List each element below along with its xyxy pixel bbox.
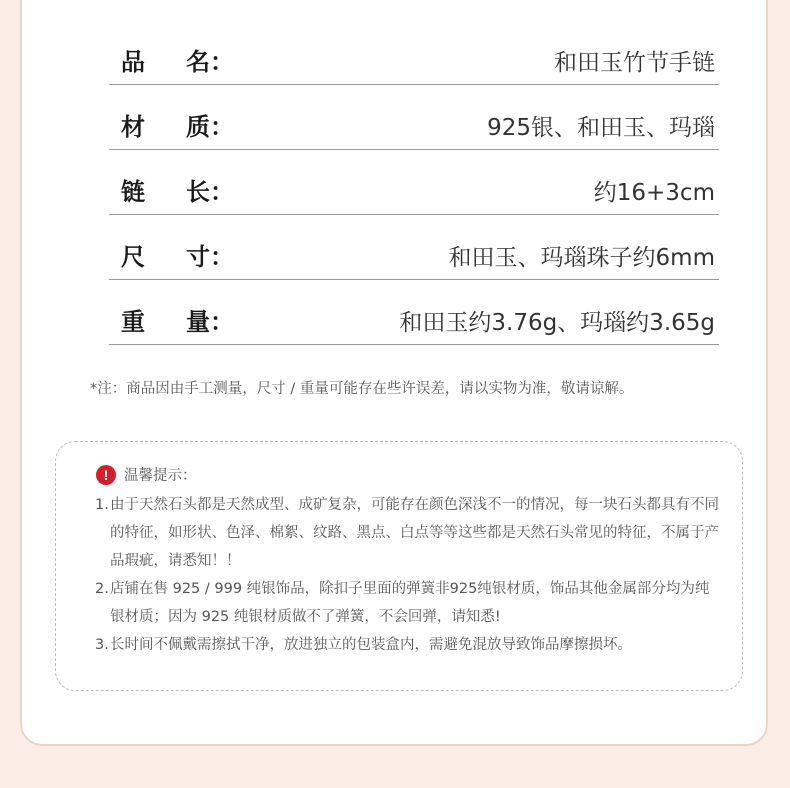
- spec-label: [121, 107, 234, 142]
- spec-value: 和田玉竹节手链: [554, 50, 715, 76]
- tip-text: 由于天然石头都是天然成型、成矿复杂，可能存在颜色深浅不一的情况，每一块石头都具有不同的特征，如形状、色泽、棉絮、纹路、黑点、白点等等这些都是天然石头常见的特征，不属于产品瑕疵，请悉知！！: [110, 497, 719, 569]
- tips-header: [96, 464, 197, 485]
- spec-value: 和田玉、玛瑙珠子约6mm: [448, 245, 715, 271]
- alert-icon: !: [96, 465, 116, 485]
- spec-label: [121, 302, 234, 337]
- spec-label: [121, 42, 234, 77]
- spec-row-size: [109, 215, 719, 280]
- spec-label-rest: 质：: [186, 113, 234, 141]
- tip-number: 3.: [95, 637, 109, 653]
- spec-label-rest: 量：: [186, 308, 234, 336]
- spec-label: [121, 237, 234, 272]
- spec-label-first: 重: [121, 308, 145, 336]
- tip-text: 店铺在售 925 / 999 纯银饰品，除扣子里面的弹簧非925纯银材质，饰品其他金属部分均为纯银材质；因为 925 纯银材质做不了弹簧，不会回弹，请知悉!: [110, 581, 710, 625]
- tip-item: [95, 491, 720, 575]
- spec-label-rest: 寸：: [186, 243, 234, 271]
- spec-value: 和田玉约3.76g、玛瑙约3.65g: [399, 310, 715, 336]
- tips-list: [95, 491, 720, 659]
- spec-label-first: 链: [121, 178, 145, 206]
- spec-label: [121, 172, 234, 207]
- spec-row-weight: [109, 280, 719, 345]
- tip-item: [95, 631, 720, 659]
- spec-value: 925银、和田玉、玛瑙: [487, 115, 715, 141]
- spec-label-first: 尺: [121, 243, 145, 271]
- spec-row-name: [109, 20, 719, 85]
- tips-title: 温馨提示：: [124, 468, 197, 484]
- tip-number: 1.: [95, 497, 109, 513]
- spec-label-rest: 名：: [186, 48, 234, 76]
- tip-number: 2.: [95, 581, 109, 597]
- measurement-note: *注：商品因由手工测量，尺寸 / 重量可能存在些许误差，请以实物为准，敬请谅解。: [90, 381, 634, 397]
- spec-value: 约16+3cm: [593, 180, 715, 206]
- spec-row-material: [109, 85, 719, 150]
- spec-label-rest: 长：: [186, 178, 234, 206]
- spec-label-first: 品: [121, 48, 145, 76]
- spec-table: [109, 20, 719, 345]
- tip-item: [95, 575, 720, 631]
- tip-text: 长时间不佩戴需擦拭干净，放进独立的包装盒内，需避免混放导致饰品摩擦损坏。: [110, 637, 632, 653]
- spec-row-length: [109, 150, 719, 215]
- spec-label-first: 材: [121, 113, 145, 141]
- tips-box: [55, 441, 743, 691]
